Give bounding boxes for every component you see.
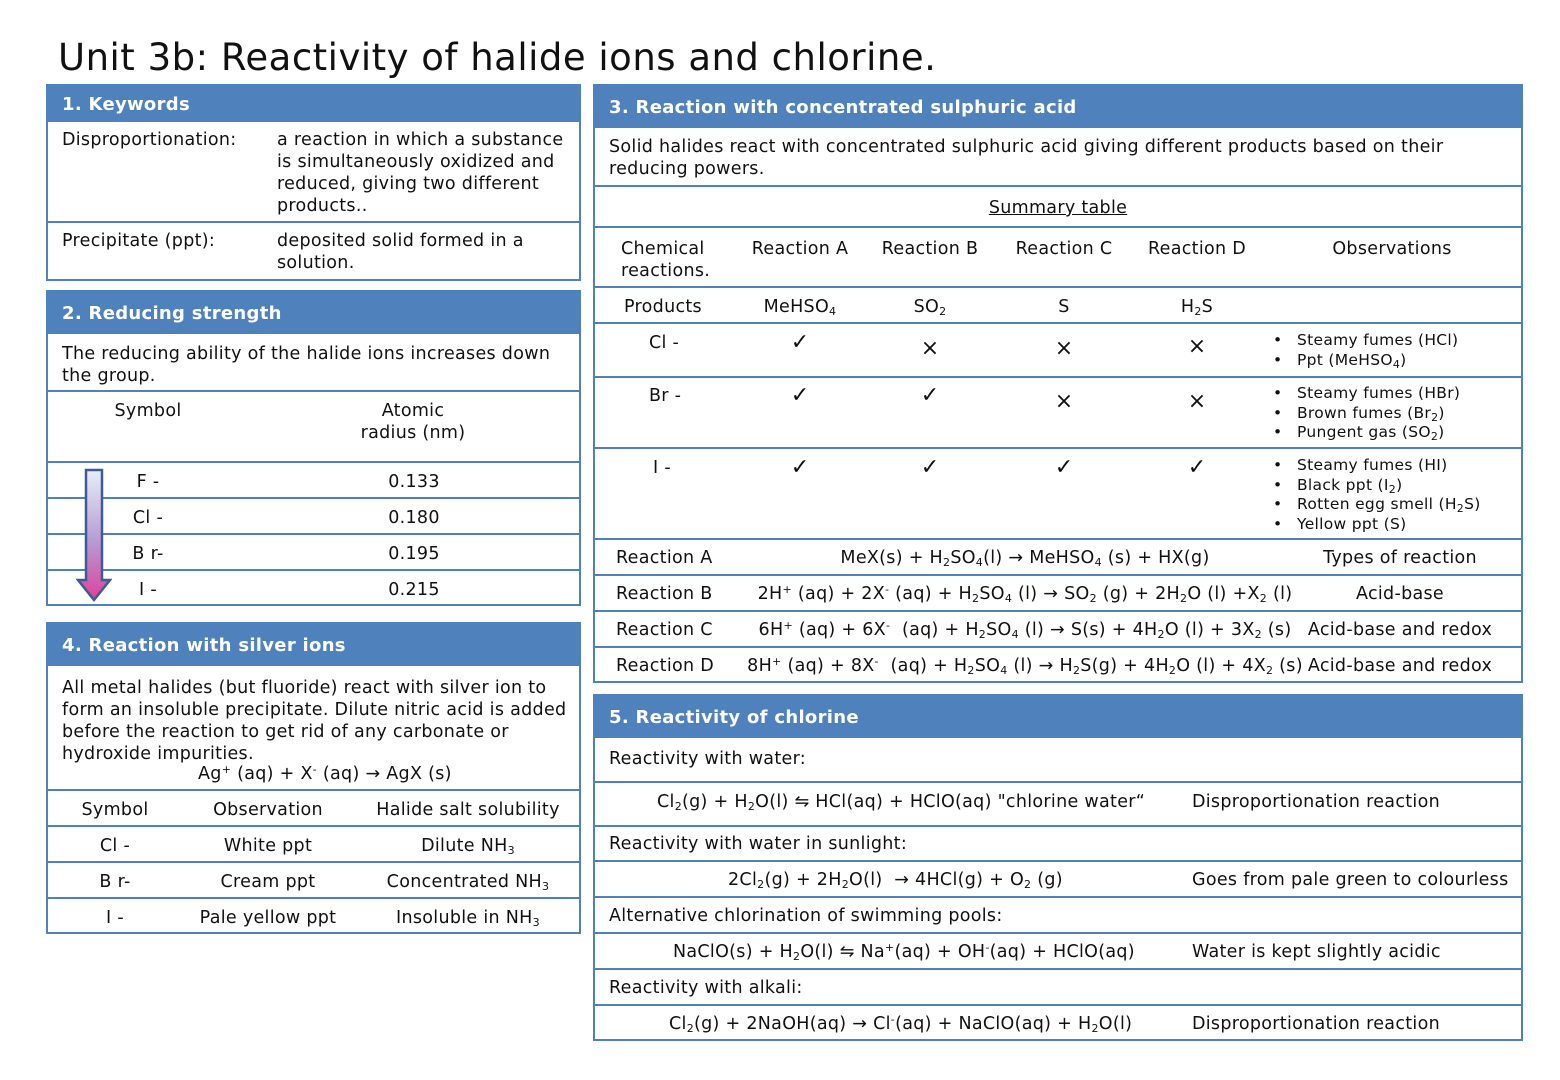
check-icon: ✓	[1054, 455, 1074, 480]
keyword-definition: a reaction in which a substance is simultaneously oxidized and reduced, giving two different products..	[277, 130, 564, 216]
chlorine-heading: 5. Reactivity of chlorine	[595, 696, 1521, 738]
keyword-divider	[48, 221, 579, 223]
column-header: Observations	[1332, 239, 1452, 259]
reaction-equation: $MeX(s) + H_2SO_4(l)$ → MeHSO$_4$ (s) + HX(g)	[840, 548, 1210, 569]
column-header-symbol: Symbol	[114, 401, 182, 421]
keywords-heading: 1. Keywords	[48, 86, 579, 122]
atomic-radius: 0.133	[388, 472, 440, 492]
check-icon: ✓	[1187, 455, 1207, 480]
observation-item: • Steamy fumes (HI)	[1273, 456, 1481, 476]
solubility: Concentrated $NH_3$	[386, 872, 550, 893]
reaction-name: Reaction B	[616, 584, 713, 604]
section-label: Reactivity with water:	[609, 749, 806, 769]
chlorine-note: Water is kept slightly acidic	[1192, 942, 1441, 962]
chlorine-equation: $Cl_2(g)$ + 2NaOH(aq) → Cl-(aq) + NaClO(aq) + $H_2O(l)$	[669, 1013, 1133, 1035]
halide-symbol: B r-	[132, 544, 164, 564]
halide-symbol: I -	[106, 908, 124, 928]
observation-item: • Brown fumes $(Br_2)$	[1273, 404, 1460, 424]
atomic-radius: 0.195	[388, 544, 440, 564]
reaction-type: Acid-base and redox	[1307, 620, 1493, 640]
observation: Pale yellow ppt	[199, 908, 337, 928]
section-label: Reactivity with alkali:	[609, 978, 803, 998]
column-header: Chemical reactions.	[621, 239, 711, 281]
silver-ions-panel	[46, 622, 581, 934]
product: MeHSO$_4$	[763, 297, 837, 318]
halide-symbol: Cl -	[132, 508, 164, 528]
reaction-name: Reaction C	[616, 620, 713, 640]
column-header: Observation	[213, 800, 323, 820]
reducing-intro: The reducing ability of the halide ions increases down the group.	[62, 344, 551, 386]
summary-table-title: Summary table	[988, 198, 1128, 218]
halide-symbol: Cl -	[99, 836, 131, 856]
check-icon: ✓	[790, 330, 810, 355]
observation-item: • Black ppt $(I_2)$	[1273, 476, 1481, 496]
check-icon: ✓	[920, 383, 940, 408]
cross-icon: ×	[920, 336, 940, 361]
column-header: Reaction D	[1147, 239, 1247, 259]
reaction-name: Reaction A	[616, 548, 713, 568]
cross-icon: ×	[1187, 334, 1207, 359]
cross-icon: ×	[1054, 389, 1074, 414]
observation-list	[1273, 456, 1481, 534]
keyword-term: Precipitate (ppt):	[62, 231, 216, 251]
silver-ions-heading: 4. Reaction with silver ions	[48, 624, 579, 666]
observation-list	[1273, 331, 1458, 370]
reaction-equation: 6H+ (aq) + 6X- $(aq) + H_2SO_4$ $(l) \to S(s) + 4H_2O$ $(l) + 3X_2$ (s)	[758, 619, 1292, 641]
product: S	[1058, 297, 1070, 317]
halide-ion: Cl -	[649, 333, 680, 353]
check-icon: ✓	[790, 383, 810, 408]
reducing-strength-panel	[46, 290, 581, 606]
column-header: Reaction B	[881, 239, 979, 259]
chlorine-equation: NaClO(s) + $H_2O(l)$ ⇋ Na+(aq) + OH-(aq) + HClO(aq)	[673, 941, 1135, 963]
chlorine-note: Disproportionation reaction	[1192, 1014, 1440, 1034]
cross-icon: ×	[1187, 389, 1207, 414]
reaction-equation: 8H+ (aq) + 8X- $(aq) + H_2SO_4$ $(l) \to H_2S(g) + 4H_2O$ $(l) + 4X_2$ (s)	[747, 655, 1303, 677]
observation-list	[1273, 384, 1460, 443]
halide-symbol: I -	[139, 580, 157, 600]
halide-ion: Br -	[649, 386, 682, 406]
increasing-arrow-icon	[76, 468, 112, 604]
reaction-name: Reaction D	[616, 656, 715, 676]
observation-item: • Steamy fumes (HBr)	[1273, 384, 1460, 404]
reducing-strength-heading: 2. Reducing strength	[48, 292, 579, 334]
keyword-definition: deposited solid formed in a solution.	[277, 231, 524, 273]
column-header: Reaction A	[751, 239, 849, 259]
section-label: Alternative chlorination of swimming pools:	[609, 906, 1003, 926]
atomic-radius: 0.180	[388, 508, 440, 528]
column-header: Halide salt solubility	[376, 800, 560, 820]
observation-item: • Rotten egg smell $(H_2S)$	[1273, 495, 1481, 515]
reaction-equation: 2H+ (aq) + 2X- $(aq) + H_2SO_4$ $(l) \to SO_2$ $(g) + 2H_2O$ $(l) +X_2$ (l)	[757, 583, 1293, 605]
reaction-type: Acid-base and redox	[1307, 656, 1493, 676]
keyword-term: Disproportionation:	[62, 130, 237, 150]
section-label: Reactivity with water in sunlight:	[609, 834, 908, 854]
product: $H_2S$	[1180, 297, 1214, 318]
page-title: Unit 3b: Reactivity of halide ions and chlorine.	[58, 36, 937, 79]
silver-intro: All metal halides (but fluoride) react with silver ion to form an insoluble precipitate. Dilute nitric acid is added before the reaction to get rid of any carbonate or hydroxide impurities.	[62, 678, 567, 764]
column-header: Symbol	[81, 800, 149, 820]
reaction-type: Acid-base	[1356, 584, 1444, 604]
sulphuric-acid-heading: 3. Reaction with concentrated sulphuric acid	[595, 86, 1521, 128]
halide-symbol: B r-	[99, 872, 131, 892]
sulphuric-acid-panel	[593, 84, 1523, 683]
halide-symbol: F -	[136, 472, 160, 492]
check-icon: ✓	[790, 455, 810, 480]
column-header: Reaction C	[1015, 239, 1113, 259]
product: $SO_2$	[913, 297, 947, 318]
cross-icon: ×	[1054, 336, 1074, 361]
types-of-reaction-header: Types of reaction	[1323, 548, 1477, 568]
solubility: Dilute $NH_3$	[421, 836, 515, 857]
chlorine-panel	[593, 694, 1523, 1041]
observation-item: • Steamy fumes (HCl)	[1273, 331, 1458, 351]
sulphuric-intro: Solid halides react with concentrated sulphuric acid giving different products based on their reducing powers.	[609, 137, 1444, 179]
chlorine-equation: $Cl_2(g) + H_2O(l)$ ⇋ HCl(aq) + HClO(aq) "chlorine water“	[657, 792, 1146, 813]
keywords-panel	[46, 84, 581, 281]
solubility: Insoluble in $NH_3$	[396, 908, 540, 929]
chlorine-note: Goes from pale green to colourless	[1192, 870, 1509, 890]
column-header-radius: Atomic radius (nm)	[360, 401, 466, 443]
observation-item: • Pungent gas $(SO_2)$	[1273, 423, 1460, 443]
halide-ion: I -	[653, 458, 671, 478]
chlorine-note: Disproportionation reaction	[1192, 792, 1440, 812]
observation: Cream ppt	[220, 872, 316, 892]
observation-item: • Yellow ppt (S)	[1273, 515, 1481, 535]
atomic-radius: 0.215	[388, 580, 440, 600]
products-label: Products	[624, 297, 702, 317]
observation: White ppt	[223, 836, 313, 856]
check-icon: ✓	[920, 455, 940, 480]
chlorine-equation: $2Cl_2(g) + 2H_2O(l) \to 4HCl(g) + O_2$ (g)	[728, 870, 1063, 891]
silver-equation: Ag+ (aq) + X- (aq) → AgX (s)	[198, 763, 452, 784]
observation-item: • Ppt (MeHSO$_4$)	[1273, 351, 1458, 371]
